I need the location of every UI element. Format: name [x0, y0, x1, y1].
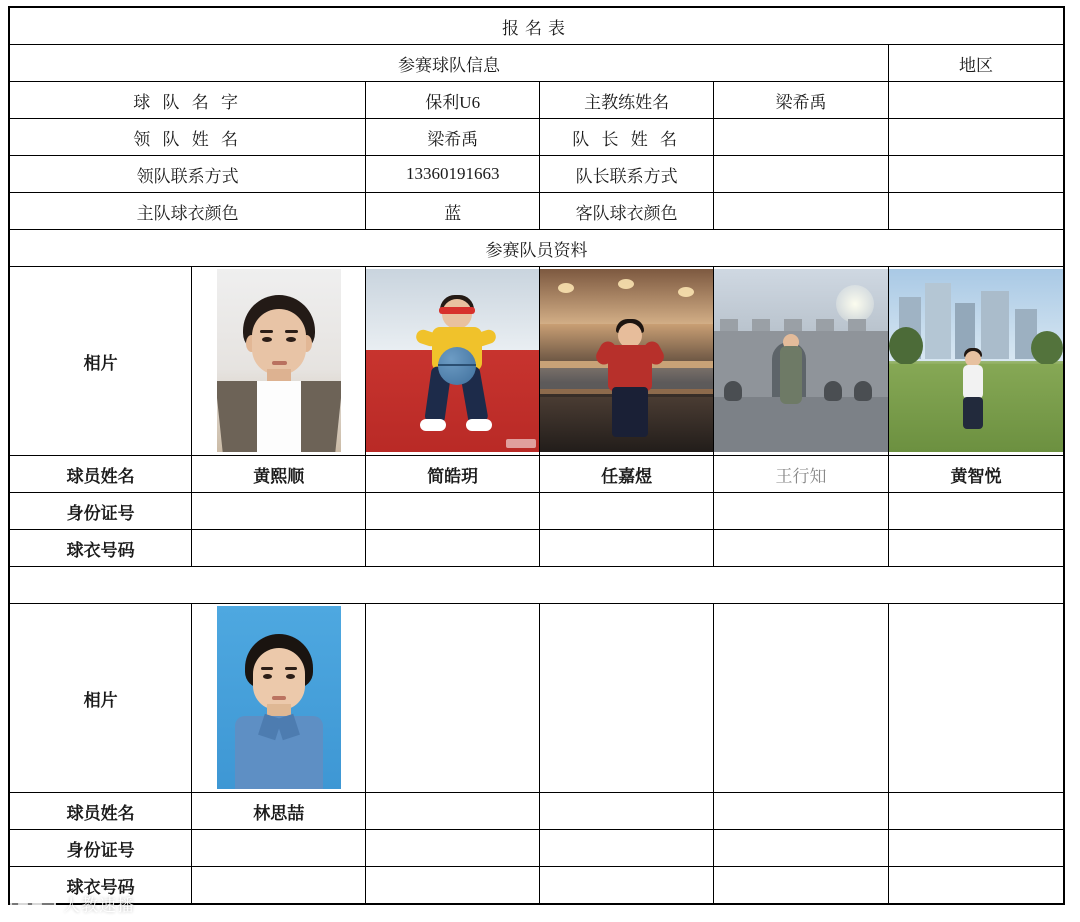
team-row-2	[10, 119, 1064, 156]
player-photo-cell-7[interactable]	[366, 604, 540, 793]
photo-row-label-1: 相片	[10, 267, 192, 456]
player-id-row-group1	[10, 493, 1064, 530]
player-id-7[interactable]	[366, 830, 540, 867]
player-jersey-7[interactable]	[366, 867, 540, 904]
player-jersey-6[interactable]	[192, 867, 366, 904]
photo-frame-1	[192, 267, 365, 455]
player-name-8[interactable]	[540, 793, 714, 830]
jersey-row-label-2: 球衣号码	[10, 867, 192, 904]
player-jersey-1[interactable]	[192, 530, 366, 567]
team-section-header-row	[10, 45, 1064, 82]
player-jersey-4[interactable]	[714, 530, 889, 567]
player-name-2[interactable]: 简皓玥	[366, 456, 540, 493]
watermark-label: 人教速播	[63, 896, 135, 915]
player-photo-cell-9[interactable]	[714, 604, 889, 793]
player-id-1[interactable]	[192, 493, 366, 530]
player-photo-cell-6[interactable]	[192, 604, 366, 793]
home-jersey-color-value[interactable]: 蓝	[366, 193, 540, 230]
player-photo-cell-5[interactable]	[889, 267, 1064, 456]
player-name-row-group2	[10, 793, 1064, 830]
id-row-label-1: 身份证号	[10, 493, 192, 530]
player-name-6[interactable]: 林思喆	[192, 793, 366, 830]
photo-lawn-skyline	[889, 269, 1063, 452]
player-jersey-9[interactable]	[714, 867, 889, 904]
registration-form-sheet	[8, 6, 1065, 905]
player-id-2[interactable]	[366, 493, 540, 530]
player-name-4[interactable]: 王行知	[714, 456, 889, 493]
photo-frame-3	[540, 267, 713, 455]
photo-portrait-studio	[217, 269, 341, 452]
player-id-8[interactable]	[540, 830, 714, 867]
player-id-5[interactable]	[889, 493, 1064, 530]
team-row-3	[10, 156, 1064, 193]
photo-frame-4	[714, 267, 888, 455]
region-header: 地区	[889, 45, 1064, 82]
name-row-label-1: 球员姓名	[10, 456, 192, 493]
region-value-3[interactable]	[889, 156, 1064, 193]
player-photo-cell-2[interactable]	[366, 267, 540, 456]
leader-contact-label: 领队联系方式	[10, 156, 366, 193]
player-jersey-8[interactable]	[540, 867, 714, 904]
player-jersey-row-group2	[10, 867, 1064, 904]
team-leader-label: 领 队 姓 名	[10, 119, 366, 156]
team-name-label: 球 队 名 字	[10, 82, 366, 119]
player-photo-cell-10[interactable]	[889, 604, 1064, 793]
photo-basketball-court	[366, 269, 539, 452]
captain-name-label: 队 长 姓 名	[540, 119, 714, 156]
player-name-3[interactable]: 任嘉煜	[540, 456, 714, 493]
photo-mall-indoor	[540, 269, 713, 452]
player-photo-row-group1	[10, 267, 1064, 456]
player-photo-cell-1[interactable]	[192, 267, 366, 456]
away-jersey-color-label: 客队球衣颜色	[540, 193, 714, 230]
player-id-row-group2	[10, 830, 1064, 867]
player-jersey-3[interactable]	[540, 530, 714, 567]
team-row-4	[10, 193, 1064, 230]
captain-name-value[interactable]	[714, 119, 889, 156]
player-name-row-group1	[10, 456, 1064, 493]
player-name-9[interactable]	[714, 793, 889, 830]
player-id-3[interactable]	[540, 493, 714, 530]
captain-contact-value[interactable]	[714, 156, 889, 193]
players-info-header: 参赛队员资料	[10, 230, 1064, 267]
player-id-10[interactable]	[889, 830, 1064, 867]
group-separator-cell	[10, 567, 1064, 604]
region-value-2[interactable]	[889, 119, 1064, 156]
page-title: 报名表	[10, 8, 1064, 45]
player-name-5[interactable]: 黄智悦	[889, 456, 1064, 493]
player-photo-cell-3[interactable]	[540, 267, 714, 456]
photo-frame-2	[366, 267, 539, 455]
away-jersey-color-value[interactable]	[714, 193, 889, 230]
team-info-header: 参赛球队信息	[10, 45, 889, 82]
player-id-9[interactable]	[714, 830, 889, 867]
leader-contact-value[interactable]: 13360191663	[366, 156, 540, 193]
player-name-7[interactable]	[366, 793, 540, 830]
id-row-label-2: 身份证号	[10, 830, 192, 867]
photo-frame-6	[192, 604, 365, 792]
title-row	[10, 8, 1064, 45]
player-name-10[interactable]	[889, 793, 1064, 830]
home-jersey-color-label: 主队球衣颜色	[10, 193, 366, 230]
player-photo-cell-8[interactable]	[540, 604, 714, 793]
team-leader-value[interactable]: 梁希禹	[366, 119, 540, 156]
player-photo-row-group2	[10, 604, 1064, 793]
team-name-value[interactable]: 保利U6	[366, 82, 540, 119]
photo-frame-5	[889, 267, 1063, 455]
head-coach-value[interactable]: 梁希禹	[714, 82, 889, 119]
player-jersey-2[interactable]	[366, 530, 540, 567]
player-jersey-row-group1	[10, 530, 1064, 567]
player-name-1[interactable]: 黄熙顺	[192, 456, 366, 493]
player-id-6[interactable]	[192, 830, 366, 867]
name-row-label-2: 球员姓名	[10, 793, 192, 830]
region-value-4[interactable]	[889, 193, 1064, 230]
jersey-row-label-1: 球衣号码	[10, 530, 192, 567]
registration-table	[9, 7, 1064, 904]
team-row-1	[10, 82, 1064, 119]
player-jersey-5[interactable]	[889, 530, 1064, 567]
captain-contact-label: 队长联系方式	[540, 156, 714, 193]
head-coach-label: 主教练姓名	[540, 82, 714, 119]
player-photo-cell-4[interactable]	[714, 267, 889, 456]
photo-id-blue-background	[217, 606, 341, 789]
player-jersey-10[interactable]	[889, 867, 1064, 904]
photo-row-label-2: 相片	[10, 604, 192, 793]
region-value[interactable]	[889, 82, 1064, 119]
group-separator-row	[10, 567, 1064, 604]
photo-castle-wall	[714, 269, 888, 452]
players-section-header-row	[10, 230, 1064, 267]
player-id-4[interactable]	[714, 493, 889, 530]
